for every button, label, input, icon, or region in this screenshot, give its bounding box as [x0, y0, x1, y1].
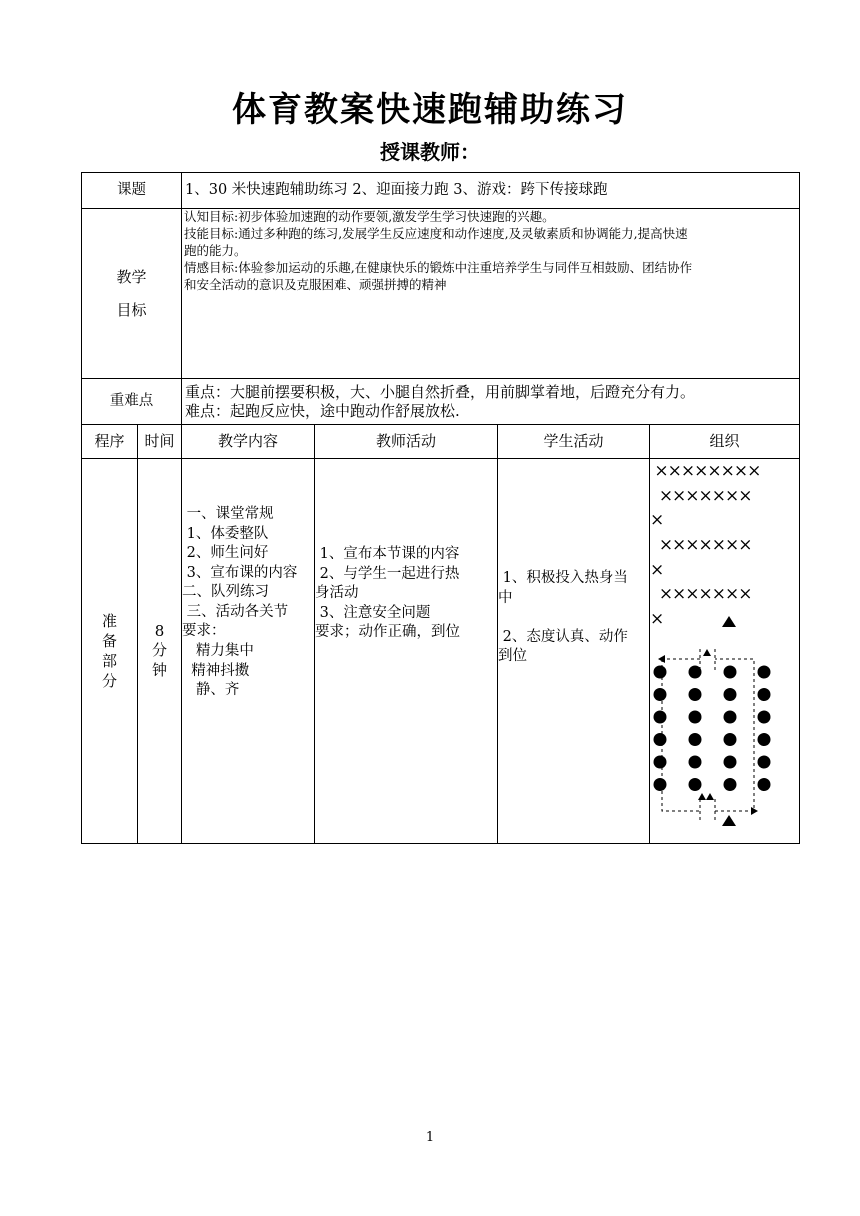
- objective-affective-line2: 和安全活动的意识及克服困难、顽强拼搏的精神: [184, 276, 447, 292]
- objective-cognitive: 认知目标:初步体验加速跑的动作要领,激发学生学习快速跑的兴趣。: [184, 209, 555, 224]
- objective-skill-line2: 跑的能力。: [184, 242, 247, 258]
- arrow-bottom-center: [706, 793, 714, 800]
- x-row: ×××××××: [650, 584, 752, 605]
- lesson-plan-table: [81, 172, 800, 844]
- arrow-bottom-left: [698, 793, 706, 800]
- student-dot: [758, 688, 771, 701]
- difficult-point: 难点：起跑反应快，途中跑动作舒展放松.: [185, 401, 460, 420]
- x-row: ×: [650, 510, 664, 531]
- student-dot: [724, 688, 737, 701]
- student-dot: [654, 733, 667, 746]
- student-dot: [654, 688, 667, 701]
- prep-label: [82, 459, 138, 844]
- prep-label-char: 准: [101, 611, 117, 630]
- objective-skill-line1: 技能目标:通过多种跑的练习,发展学生反应速度和动作速度,及灵敏素质和协调能力,提高快速: [184, 225, 688, 241]
- prep-label-char: 分: [101, 672, 117, 691]
- prep-teacher-activity: 1、宣布本节课的内容 2、与学生一起进行热 身活动 3、注意安全问题 要求；动作正确，到位: [315, 459, 498, 844]
- x-row: ×××××××: [650, 534, 752, 555]
- student-dot: [758, 666, 771, 679]
- key-point: 重点：大腿前摆要积极，大、小腿自然折叠，用前脚掌着地，后蹬充分有力。: [185, 382, 696, 401]
- student-dot: [689, 688, 702, 701]
- x-row: ×: [650, 608, 664, 629]
- arrow-top-center: [703, 649, 711, 656]
- formation-dots-svg: [650, 459, 800, 843]
- prep-student-activity: 1、积极投入热身当 中 2、态度认真、动作 到位: [498, 459, 650, 844]
- col-header-procedure: 程序: [82, 425, 138, 459]
- prep-section-row: [82, 459, 800, 844]
- student-dot: [689, 778, 702, 791]
- x-row: ××××××××: [650, 461, 761, 481]
- x-row: ×: [650, 559, 664, 580]
- student-dot: [654, 778, 667, 791]
- student-dot: [689, 756, 702, 769]
- teacher-triangle-top: [722, 616, 736, 627]
- column-header-row: [82, 425, 800, 459]
- objectives-label-line2: 目标: [116, 300, 147, 319]
- prep-content: 一、课堂常规 1、体委整队 2、师生问好 3、宣布课的内容 二、队列练习 三、活动各关节 要求： 精力集中 精神抖擞 静、齐: [182, 459, 315, 844]
- prep-time-char: 钟: [151, 660, 167, 679]
- topic-label: 课题: [82, 173, 182, 209]
- page-title: 体育教案快速跑辅助练习: [232, 90, 628, 130]
- student-dot: [758, 778, 771, 791]
- student-dot: [758, 733, 771, 746]
- prep-time-char: 8: [154, 621, 165, 640]
- prep-time: [138, 459, 182, 844]
- page-number: 1: [425, 1130, 435, 1145]
- objectives-label-line1: 教学: [116, 267, 147, 286]
- teacher-triangle-bottom: [722, 815, 736, 826]
- prep-label-char: 部: [101, 652, 117, 670]
- key-points-label: 重难点: [82, 379, 182, 425]
- arrow-right-bottom: [751, 807, 758, 815]
- student-dot: [724, 666, 737, 679]
- prep-time-char: 分: [151, 641, 167, 660]
- col-header-content: 教学内容: [182, 425, 315, 459]
- student-dot: [689, 711, 702, 724]
- objectives-label: [82, 209, 182, 379]
- topic-row: [82, 173, 800, 209]
- objective-affective-line1: 情感目标:体验参加运动的乐趣,在健康快乐的锻炼中注重培养学生与同伴互相鼓励、团结协作: [184, 259, 693, 275]
- student-dot: [689, 733, 702, 746]
- key-points-row: [82, 379, 800, 425]
- objectives-row: [82, 209, 800, 379]
- running-route: [662, 649, 754, 821]
- student-dot: [654, 666, 667, 679]
- x-row: ×××××××: [650, 485, 752, 506]
- student-dot: [724, 711, 737, 724]
- student-dots: [654, 666, 771, 792]
- student-dot: [654, 756, 667, 769]
- key-points-content: [182, 379, 800, 425]
- col-header-organization: 组织: [650, 425, 800, 459]
- formation-diagram: [650, 459, 800, 843]
- col-header-teacher: 教师活动: [315, 425, 498, 459]
- student-dot: [724, 778, 737, 791]
- student-dot: [724, 733, 737, 746]
- prep-label-char: 备: [101, 631, 117, 650]
- teacher-label: 授课教师：: [380, 140, 480, 164]
- topic-value: 1、30 米快速跑辅助练习 2、迎面接力跑 3、游戏：跨下传接球跑: [182, 173, 800, 209]
- student-dot: [654, 711, 667, 724]
- student-dot: [758, 756, 771, 769]
- col-header-time: 时间: [138, 425, 182, 459]
- student-dot: [758, 711, 771, 724]
- formation-cell: [650, 459, 800, 844]
- student-dot: [724, 756, 737, 769]
- objectives-content: [182, 209, 800, 379]
- col-header-student: 学生活动: [498, 425, 650, 459]
